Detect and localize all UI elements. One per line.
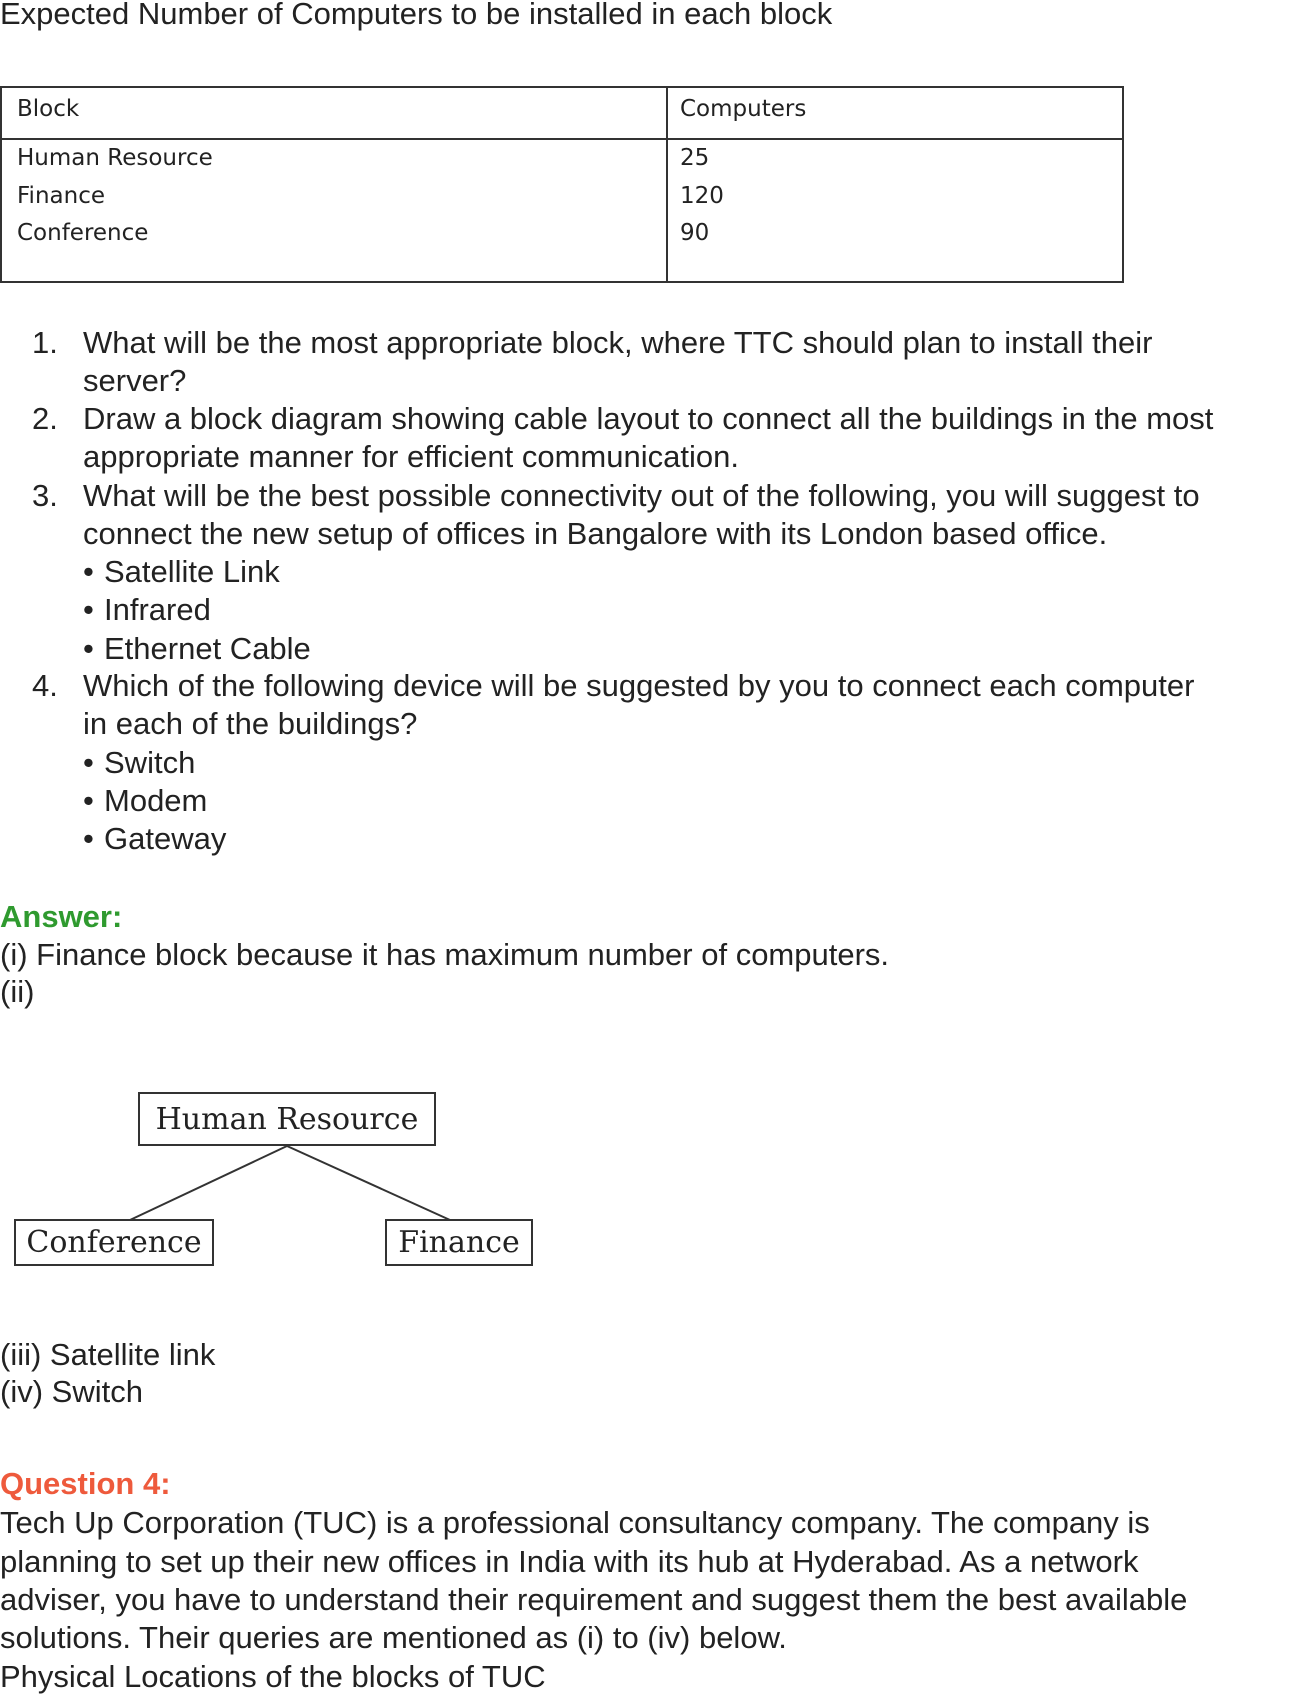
header-computers: Computers [680,96,807,122]
table-cell-computers: 120 [680,183,724,209]
question-text: What will be the most appropriate block, where TTC should plan to install their [83,325,1153,360]
cable-line-conference [130,1146,287,1220]
bullet: • [83,821,94,856]
option-text: Gateway [104,821,227,856]
option-text: Satellite Link [104,554,280,589]
question-text: What will be the best possible connectivity out of the following, you will suggest to [83,478,1200,513]
answer-iv: (iv) Switch [0,1374,143,1409]
option-text: Ethernet Cable [104,631,311,666]
option-text: Switch [104,745,196,780]
table-cell-block: Human Resource [17,145,213,171]
option-text: Infrared [104,592,211,627]
list-number: 1. [32,325,58,360]
paragraph-line: adviser, you have to understand their requirement and suggest them the best available [0,1582,1188,1617]
paragraph-line: planning to set up their new offices in India with its hub at Hyderabad. As a network [0,1544,1139,1579]
question-text: in each of the buildings? [83,706,418,741]
paragraph-line: Physical Locations of the blocks of TUC [0,1659,546,1694]
question-text: connect the new setup of offices in Bangalore with its London based office. [83,516,1108,551]
question-text: Which of the following device will be suggested by you to connect each computer [83,668,1195,703]
answer-iii: (iii) Satellite link [0,1337,216,1372]
list-number: 3. [32,478,58,513]
paragraph-line: solutions. Their queries are mentioned as (i) to (iv) below. [0,1620,787,1655]
question-text: server? [83,363,187,398]
cable-line-finance [287,1146,450,1220]
question4-heading: Question 4: [0,1466,171,1501]
answer-i: (i) Finance block because it has maximum number of computers. [0,937,890,972]
bullet: • [83,592,94,627]
bullet: • [83,783,94,818]
diagram-node-conference: Conference [14,1219,214,1266]
bullet: • [83,631,94,666]
paragraph-line: Tech Up Corporation (TUC) is a professional consultancy company. The company is [0,1505,1150,1540]
diagram-node-human-resource: Human Resource [138,1092,436,1146]
answer-ii: (ii) [0,974,35,1009]
table-cell-block: Finance [17,183,105,209]
diagram-node-finance: Finance [385,1219,533,1266]
table-cell-computers: 25 [680,145,710,171]
list-number: 4. [32,668,58,703]
table-cell-computers: 90 [680,220,710,246]
bullet: • [83,745,94,780]
table-cell-block: Conference [17,220,149,246]
header-block: Block [17,96,80,122]
section-title: Expected Number of Computers to be installed in each block [0,0,833,31]
answer-heading: Answer: [0,899,123,934]
list-number: 2. [32,401,58,436]
option-text: Modem [104,783,208,818]
question-text: appropriate manner for efficient communication. [83,439,739,474]
bullet: • [83,554,94,589]
question-text: Draw a block diagram showing cable layout to connect all the buildings in the most [83,401,1214,436]
